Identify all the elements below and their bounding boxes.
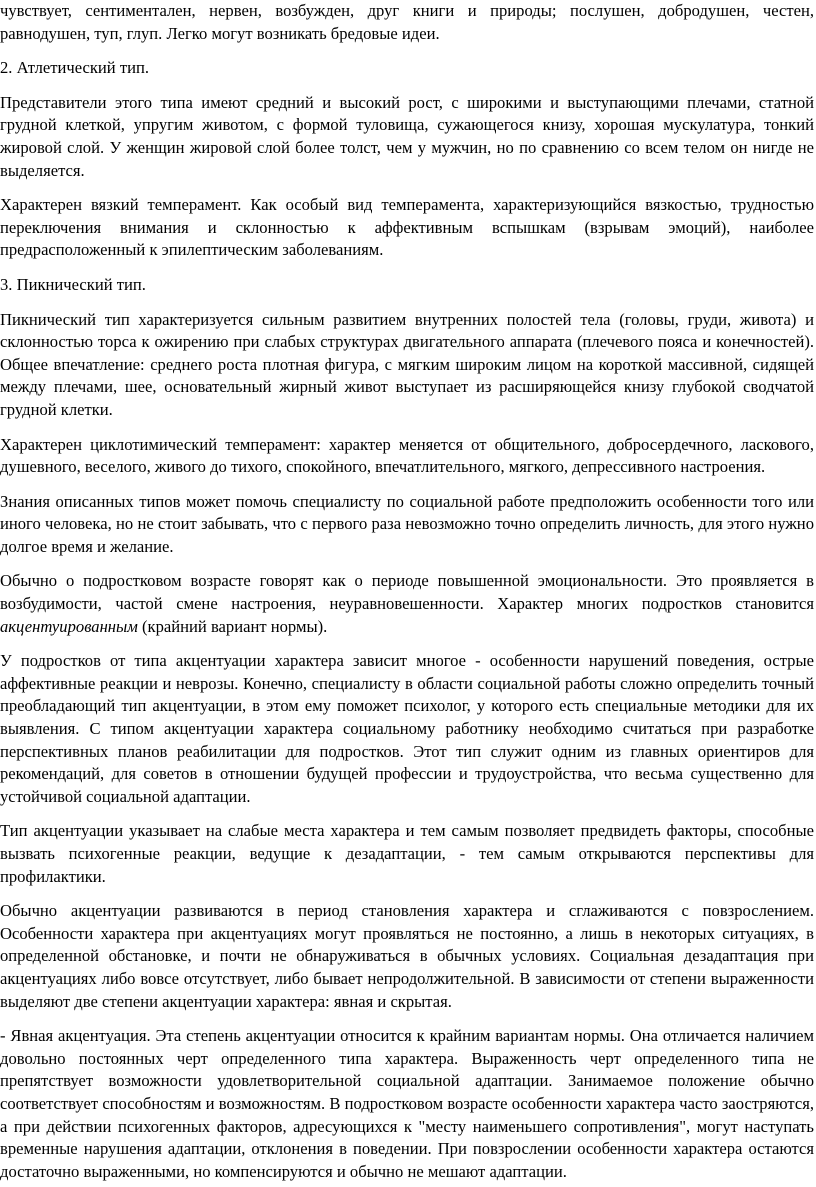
paragraph-adolescent-tail: (крайний вариант нормы). <box>137 616 328 636</box>
paragraph-adolescent-emotionality <box>0 570 814 638</box>
paragraph-explicit-accentuation: - Явная акцентуация. Эта степень акцентуации относится к крайним вариантам нормы. Она отличается наличием довольно постоянных черт определенного типа характера. Выраженность черт определенного типа не препятствует возможности удовлетворительной социальной адаптации. Занимаемое положение обычно соответствует способностям и возможностям. В подростковом возрасте особенности характера часто заостряются, а при действии психогенных факторов, адресующихся к "месту наименьшего сопротивления", могут наступать временные нарушения адаптации, отклонения в поведении. При повзрослении особенности характера остаются достаточно выраженными, но компенсируются и обычно не мешают адаптации. <box>0 1026 814 1181</box>
paragraph-accentuation-dependence: У подростков от типа акцентуации характера зависит многое - особенности нарушений поведения, острые аффективные реакции и неврозы. Конечно, специалисту в области социальной работы сложно определить точный преобладающий тип акцентуации, в этом ему поможет психолог, у которого есть специальные методики для их выявления. С типом акцентуации характера социальному работнику необходимо считаться при разработке перспективных планов реабилитации для подростков. Этот тип служит одним из главных ориентиров для рекомендаций, для советов в отношении будущей профессии и трудоустройства, что весьма существенно для устойчивой социальной адаптации. <box>0 651 814 806</box>
paragraph-viscous-temperament: Характерен вязкий темперамент. Как особый вид темперамента, характеризующийся вязкостью, трудностью переключения внимания и склонностью к аффективным вспышкам (взрывам эмоций), наиболее предрасположенный к эпилептическим заболеваниям. <box>0 195 814 260</box>
heading-athletic-type: 2. Атлетический тип. <box>0 58 149 78</box>
paragraph-cyclothymic-temperament: Характерен циклотимический темперамент: характер меняется от общительного, добросердечного, ласкового, душевного, веселого, живого до тихого, спокойного, впечатлительного, мягкого, депрессивного настроения. <box>0 434 814 477</box>
paragraph-pyknic-description: Пикнический тип характеризуется сильным развитием внутренних полостей тела (головы, груди, живота) и склонностью торса к ожирению при слабых структурах двигательного аппарата (плечевого пояса и конечностей). Общее впечатление: среднего роста плотная фигура, с мягким широким лицом на короткой массивной, сидящей между плечами, шее, основательный жирный живот выступает из расширяющейся книзу глубокой сводчатой грудной клетки. <box>0 309 814 419</box>
paragraph-accentuation-development: Обычно акцентуации развиваются в период становления характера и сглаживаются с повзрослением. Особенности характера при акцентуациях могут проявляться не постоянно, а лишь в некоторых ситуациях, в определенной обстановке, и почти не обнаруживаться в обычных условиях. Социальная дезадаптация при акцентуациях либо вовсе отсутствует, либо бывает непродолжительной. В зависимости от степени выраженности выделяют две степени акцентуации характера: явная и скрытая. <box>0 901 814 1011</box>
paragraph-athletic-description: Представители этого типа имеют средний и высокий рост, с широкими и выступающими плечами, статной грудной клеткой, упругим животом, с формой туловища, сужающегося книзу, хорошая мускулатура, тонкий жировой слой. У женщин жировой слой более толст, чем у мужчин, но по сравнению со всем телом он нигде не выделяется. <box>0 92 814 180</box>
paragraph-accentuation-weak-points: Тип акцентуации указывает на слабые места характера и тем самым позволяет предвидеть факторы, способные вызвать психогенные реакции, ведущие к дезадаптации, - тем самым открываются перспективы для профилактики. <box>0 821 814 886</box>
accentuated-term: акцентуированным <box>0 616 138 636</box>
paragraph-adolescent-text: Обычно о подростковом возрасте говорят как о периоде повышенной эмоциональности. Это проявляется в возбудимости, частой смене настроения, неуравновешенности. Характер многих подростков становится <box>0 571 814 614</box>
paragraph-temperament-traits: чувствует, сентиментален, нервен, возбужден, друг книги и природы; послушен, добродушен, честен, равнодушен, туп, глуп. Легко могут возникать бредовые идеи. <box>0 1 814 43</box>
heading-pyknic-type: 3. Пикнический тип. <box>0 274 146 294</box>
paragraph-types-knowledge: Знания описанных типов может помочь специалисту по социальной работе предположить особенности того или иного человека, но не стоит забывать, что с первого раза невозможно точно определить личность, для этого нужно долгое время и желание. <box>0 491 814 556</box>
